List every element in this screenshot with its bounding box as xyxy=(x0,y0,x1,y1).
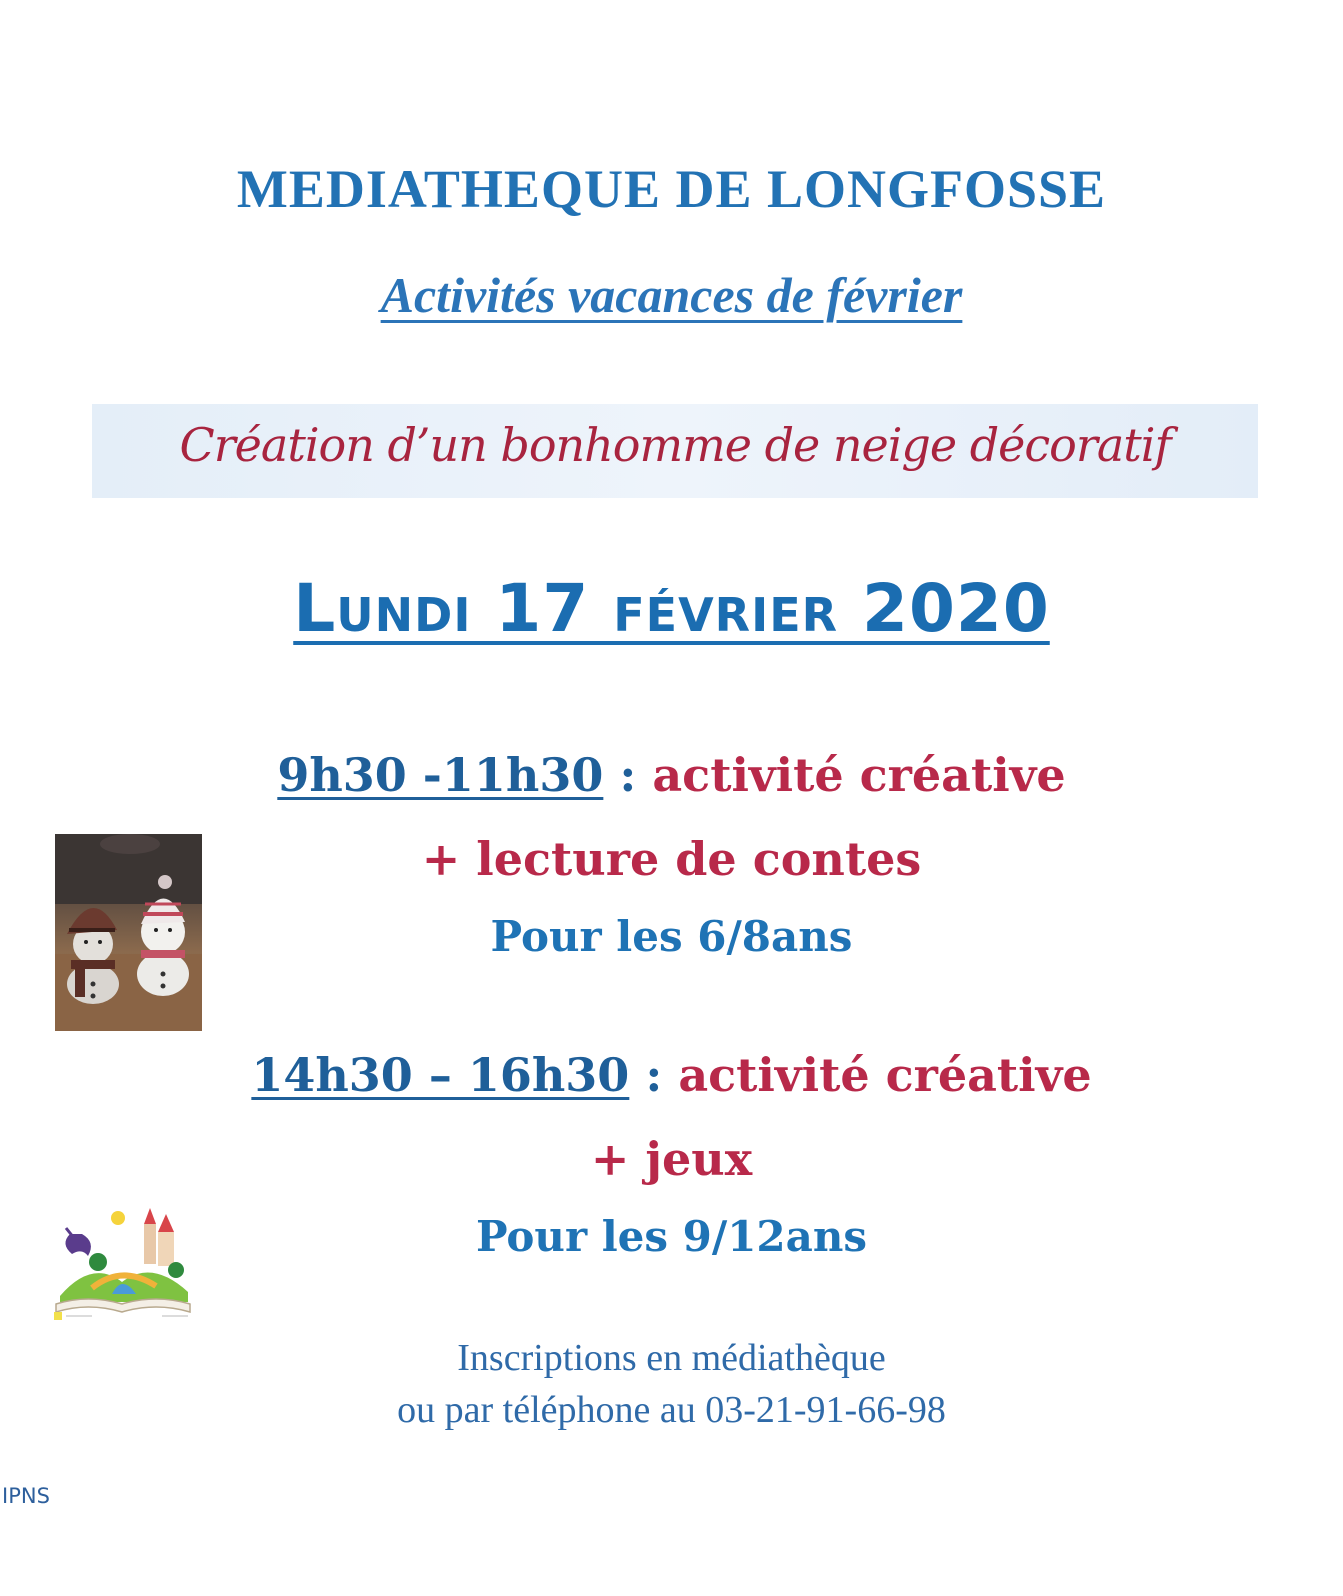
book-castle-icon xyxy=(52,1204,194,1324)
snowman-icon xyxy=(55,834,202,1031)
snowman-photo xyxy=(55,834,202,1031)
session-2-activity: activité créative xyxy=(678,1048,1092,1102)
event-date: Lundi 17 février 2020 xyxy=(293,570,1050,647)
page-title: MEDIATHEQUE DE LONGFOSSE xyxy=(236,159,1107,219)
session-1-time: 9h30 -11h30 xyxy=(277,748,604,802)
session-2-separator: : xyxy=(645,1048,663,1102)
registration-phone: ou par téléphone au 03-21-91-66-98 xyxy=(397,1389,946,1431)
session-1-separator: : xyxy=(619,748,637,802)
subtitle-wrap xyxy=(0,266,1343,324)
registration-info: Inscriptions en médiathèque xyxy=(457,1337,886,1379)
session-1-audience: Pour les 6/8ans xyxy=(490,912,853,961)
ipns-label: IPNS xyxy=(2,1484,50,1508)
session-2-schedule xyxy=(0,1048,1343,1102)
session-2-audience: Pour les 9/12ans xyxy=(475,1212,868,1261)
session-1-extra: + lecture de contes xyxy=(421,832,922,886)
storybook-illustration xyxy=(52,1204,194,1324)
session-1-schedule xyxy=(0,748,1343,802)
session-2-extra: + jeux xyxy=(590,1132,753,1186)
page-subtitle: Activités vacances de février xyxy=(380,267,963,323)
date-wrap xyxy=(0,570,1343,647)
session-2-time: 14h30 – 16h30 xyxy=(251,1048,630,1102)
session-1-activity: activité créative xyxy=(652,748,1066,802)
banner-text: Création d’un bonhomme de neige décoratif xyxy=(179,418,1171,472)
banner xyxy=(92,404,1258,498)
